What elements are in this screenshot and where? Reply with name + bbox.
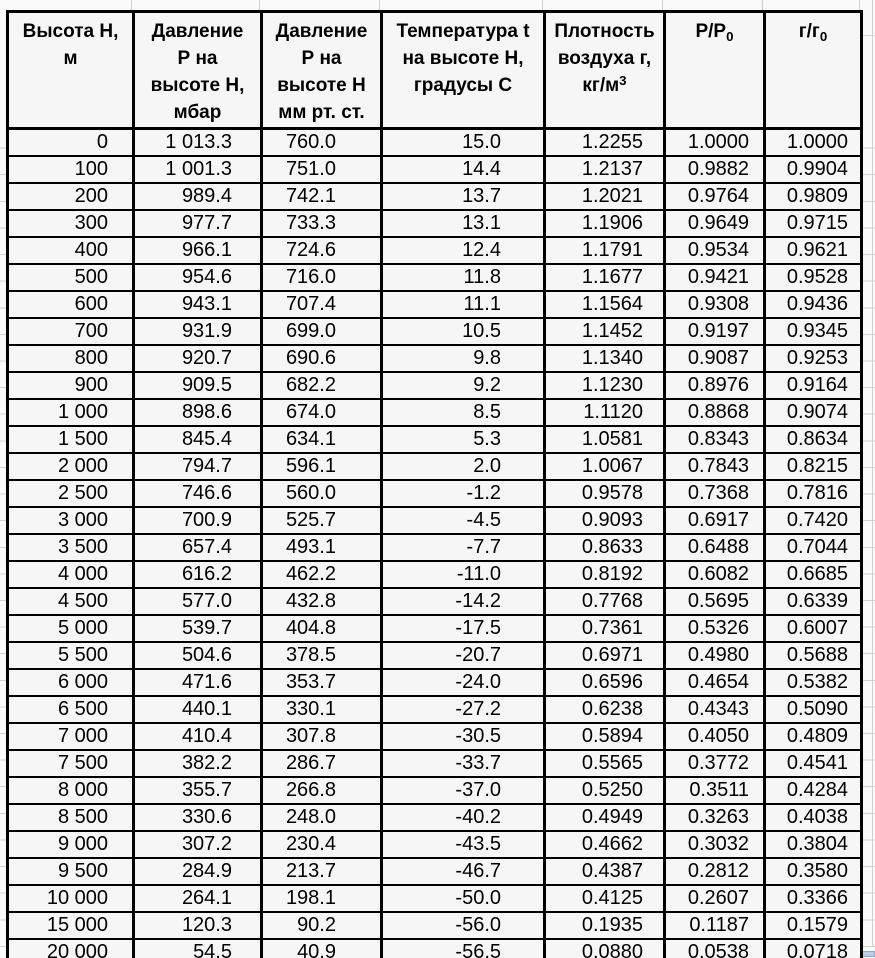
table-cell[interactable]: 0.8192 [545, 561, 665, 588]
table-cell[interactable]: 3 000 [8, 507, 134, 534]
table-cell[interactable]: 0.2812 [665, 858, 765, 885]
table-cell[interactable]: 11.8 [382, 264, 545, 291]
table-cell[interactable]: 500 [8, 264, 134, 291]
table-cell[interactable]: 577.0 [134, 588, 262, 615]
table-cell[interactable]: -46.7 [382, 858, 545, 885]
table-cell[interactable]: 0.5326 [665, 615, 765, 642]
gridline [131, 0, 132, 10]
header-line: мм рт. ст. [278, 102, 365, 123]
table-cell[interactable]: 284.9 [134, 858, 262, 885]
table-cell[interactable]: 0.9421 [665, 264, 765, 291]
table-cell[interactable]: 440.1 [134, 696, 262, 723]
header-line: мбар [173, 102, 222, 123]
table-cell[interactable]: 539.7 [134, 615, 262, 642]
table-cell[interactable]: 0.3263 [665, 804, 765, 831]
table-cell[interactable]: 0.7843 [665, 453, 765, 480]
table-cell[interactable]: 0.9534 [665, 237, 765, 264]
table-cell[interactable]: 0.6917 [665, 507, 765, 534]
gridline [762, 0, 763, 10]
table-cell[interactable]: 845.4 [134, 426, 262, 453]
table-cell[interactable]: 2.0 [382, 453, 545, 480]
table-cell[interactable]: -27.2 [382, 696, 545, 723]
column-header-height[interactable] [8, 12, 134, 129]
table-cell[interactable]: 0.2607 [665, 885, 765, 912]
table-cell[interactable]: 1 000 [8, 399, 134, 426]
table-cell[interactable]: 8 500 [8, 804, 134, 831]
table-cell[interactable]: 266.8 [262, 777, 382, 804]
table-cell[interactable]: 707.4 [262, 291, 382, 318]
table-cell[interactable]: 0.7368 [665, 480, 765, 507]
table-cell[interactable]: 0 [8, 129, 134, 157]
table-cell[interactable]: 0.4125 [545, 885, 665, 912]
table-cell[interactable]: 0.4980 [665, 642, 765, 669]
table-cell[interactable]: 307.8 [262, 723, 382, 750]
table-cell[interactable]: 12.4 [382, 237, 545, 264]
table-cell[interactable]: 0.8976 [665, 372, 765, 399]
table-cell[interactable]: 40.9 [262, 939, 382, 958]
table-cell[interactable]: -43.5 [382, 831, 545, 858]
table-cell[interactable]: 0.5688 [765, 642, 862, 669]
table-cell[interactable]: 0.3511 [665, 777, 765, 804]
table-cell[interactable]: 248.0 [262, 804, 382, 831]
table-cell[interactable]: 15 000 [8, 912, 134, 939]
table-cell[interactable]: 0.9649 [665, 210, 765, 237]
table-row [8, 885, 862, 912]
table-cell[interactable]: 0.0718 [765, 939, 862, 958]
header-line: Р на [177, 48, 218, 69]
table-cell[interactable]: 751.0 [262, 156, 382, 183]
table-cell[interactable]: 300 [8, 210, 134, 237]
table-cell[interactable]: 0.9809 [765, 183, 862, 210]
table-cell[interactable]: 4 000 [8, 561, 134, 588]
table-cell[interactable]: 1.1452 [545, 318, 665, 345]
table-cell[interactable]: 1.1564 [545, 291, 665, 318]
table-cell[interactable]: 1.1677 [545, 264, 665, 291]
hscrollbar-fragment[interactable] [862, 951, 875, 957]
table-row [8, 912, 862, 939]
table-cell[interactable]: 14.4 [382, 156, 545, 183]
table-body [8, 129, 862, 958]
table-cell[interactable]: 462.2 [262, 561, 382, 588]
table-cell[interactable]: 0.4050 [665, 723, 765, 750]
table-cell[interactable]: 0.7420 [765, 507, 862, 534]
table-cell[interactable]: 800 [8, 345, 134, 372]
table-cell[interactable]: -56.5 [382, 939, 545, 958]
table-row [8, 291, 862, 318]
header-line: м [63, 48, 78, 69]
table-cell[interactable]: -14.2 [382, 588, 545, 615]
column-header-temperature[interactable] [382, 12, 545, 129]
table-cell[interactable]: 8.5 [382, 399, 545, 426]
table-cell[interactable]: 5.3 [382, 426, 545, 453]
table-row [8, 588, 862, 615]
table-cell[interactable]: 909.5 [134, 372, 262, 399]
table-row [8, 777, 862, 804]
table-row [8, 345, 862, 372]
table-header [8, 12, 862, 129]
table-cell[interactable]: 920.7 [134, 345, 262, 372]
table-cell[interactable]: 7 000 [8, 723, 134, 750]
table-cell[interactable]: 1.2021 [545, 183, 665, 210]
gridline [379, 0, 380, 10]
table-cell[interactable]: 746.6 [134, 480, 262, 507]
table-cell[interactable]: 0.7361 [545, 615, 665, 642]
table-cell[interactable]: 13.1 [382, 210, 545, 237]
table-cell[interactable]: 674.0 [262, 399, 382, 426]
table-row [8, 129, 862, 157]
table-row [8, 696, 862, 723]
table-cell[interactable]: 733.3 [262, 210, 382, 237]
table-cell[interactable]: 8 000 [8, 777, 134, 804]
header-line: Высота Н, [22, 21, 119, 42]
table-row [8, 939, 862, 958]
table-cell[interactable]: 382.2 [134, 750, 262, 777]
table-cell[interactable]: 0.9253 [765, 345, 862, 372]
table-cell[interactable]: 3 500 [8, 534, 134, 561]
table-cell[interactable]: 724.6 [262, 237, 382, 264]
table-cell[interactable]: 0.4949 [545, 804, 665, 831]
table-cell[interactable]: 1 013.3 [134, 129, 262, 157]
table-cell[interactable]: 5 000 [8, 615, 134, 642]
column-header-pressure-mmhg[interactable] [262, 12, 382, 129]
table-cell[interactable]: 471.6 [134, 669, 262, 696]
table-cell[interactable]: 493.1 [262, 534, 382, 561]
table-cell[interactable]: 0.4284 [765, 777, 862, 804]
table-cell[interactable]: 400 [8, 237, 134, 264]
table-row [8, 723, 862, 750]
table-cell[interactable]: 2 500 [8, 480, 134, 507]
table-row [8, 426, 862, 453]
table-cell[interactable]: 977.7 [134, 210, 262, 237]
table-cell[interactable]: 0.9715 [765, 210, 862, 237]
table-row [8, 210, 862, 237]
table-cell[interactable]: 0.3772 [665, 750, 765, 777]
table-cell[interactable]: 900 [8, 372, 134, 399]
table-cell[interactable]: 0.8343 [665, 426, 765, 453]
table-cell[interactable]: -7.7 [382, 534, 545, 561]
table-row [8, 264, 862, 291]
gridline [662, 0, 663, 10]
table-cell[interactable]: 989.4 [134, 183, 262, 210]
table-cell[interactable]: 4 500 [8, 588, 134, 615]
column-header-pressure-ratio[interactable] [665, 12, 765, 129]
table-cell[interactable]: 0.3032 [665, 831, 765, 858]
table-row [8, 669, 862, 696]
table-cell[interactable]: 1.0000 [765, 129, 862, 157]
table-cell[interactable]: 525.7 [262, 507, 382, 534]
gridline [859, 0, 860, 10]
table-cell[interactable]: -20.7 [382, 642, 545, 669]
column-header-pressure-mbar[interactable] [134, 12, 262, 129]
table-row [8, 318, 862, 345]
header-line: Температура t [396, 21, 530, 42]
table-cell[interactable]: 11.1 [382, 291, 545, 318]
table-cell[interactable]: 1.0000 [665, 129, 765, 157]
table-cell[interactable]: 20 000 [8, 939, 134, 958]
table-cell[interactable]: 1.1340 [545, 345, 665, 372]
table-cell[interactable]: 0.7044 [765, 534, 862, 561]
table-cell[interactable]: 0.9093 [545, 507, 665, 534]
table-cell[interactable]: 330.6 [134, 804, 262, 831]
table-cell[interactable]: 15.0 [382, 129, 545, 157]
table-cell[interactable]: 0.6339 [765, 588, 862, 615]
column-header-density[interactable] [545, 12, 665, 129]
table-cell[interactable]: 1.1906 [545, 210, 665, 237]
table-cell[interactable]: 9.8 [382, 345, 545, 372]
table-row [8, 453, 862, 480]
table-cell[interactable]: 330.1 [262, 696, 382, 723]
header-line: воздуха г, [557, 48, 652, 69]
table-cell[interactable]: 0.6488 [665, 534, 765, 561]
table-cell[interactable]: 898.6 [134, 399, 262, 426]
table-cell[interactable]: -56.0 [382, 912, 545, 939]
header-line: Плотность [554, 21, 655, 42]
table-cell[interactable]: 0.4809 [765, 723, 862, 750]
table-cell[interactable]: 742.1 [262, 183, 382, 210]
header-line: Давление [151, 21, 244, 42]
table-cell[interactable]: 100 [8, 156, 134, 183]
table-cell[interactable]: 504.6 [134, 642, 262, 669]
table-cell[interactable]: 0.6007 [765, 615, 862, 642]
table-row [8, 804, 862, 831]
gridline [542, 0, 543, 10]
table-cell[interactable]: 0.9764 [665, 183, 765, 210]
table-cell[interactable]: 0.3366 [765, 885, 862, 912]
header-line: $кг/м^3$ [582, 73, 627, 96]
table-cell[interactable]: 5 500 [8, 642, 134, 669]
table-cell[interactable]: 0.5250 [545, 777, 665, 804]
table-cell[interactable]: 0.4662 [545, 831, 665, 858]
header-line: $г/г_0$ [798, 21, 828, 44]
table-cell[interactable]: 0.9087 [665, 345, 765, 372]
header-line: $Р/Р_0$ [695, 21, 734, 44]
table-cell[interactable]: 6 500 [8, 696, 134, 723]
table-cell[interactable]: 0.4387 [545, 858, 665, 885]
table-cell[interactable]: 9 500 [8, 858, 134, 885]
table-row [8, 372, 862, 399]
table-cell[interactable]: 0.4654 [665, 669, 765, 696]
header-line: градусы С [413, 75, 513, 96]
table-cell[interactable]: 0.7768 [545, 588, 665, 615]
table-cell[interactable]: 700.9 [134, 507, 262, 534]
table-cell[interactable]: 0.8868 [665, 399, 765, 426]
table-cell[interactable]: 600 [8, 291, 134, 318]
table-cell[interactable]: 0.1579 [765, 912, 862, 939]
table-cell[interactable]: 1.2137 [545, 156, 665, 183]
table-cell[interactable]: 90.2 [262, 912, 382, 939]
table-cell[interactable]: 286.7 [262, 750, 382, 777]
table-cell[interactable]: 2 000 [8, 453, 134, 480]
table-cell[interactable]: 432.8 [262, 588, 382, 615]
table-cell[interactable]: 1.0067 [545, 453, 665, 480]
table-cell[interactable]: 0.8215 [765, 453, 862, 480]
header-line: Давление [275, 21, 368, 42]
table-cell[interactable]: 54.5 [134, 939, 262, 958]
table-cell[interactable]: -1.2 [382, 480, 545, 507]
table-cell[interactable]: -40.2 [382, 804, 545, 831]
table-cell[interactable]: 410.4 [134, 723, 262, 750]
table-cell[interactable]: 760.0 [262, 129, 382, 157]
table-cell[interactable]: 9.2 [382, 372, 545, 399]
table-cell[interactable]: 7 500 [8, 750, 134, 777]
table-cell[interactable]: 954.6 [134, 264, 262, 291]
table-cell[interactable]: 943.1 [134, 291, 262, 318]
table-cell[interactable]: 0.6685 [765, 561, 862, 588]
table-cell[interactable]: 616.2 [134, 561, 262, 588]
header-line: Р на [301, 48, 342, 69]
table-cell[interactable]: 0.9578 [545, 480, 665, 507]
table-row [8, 750, 862, 777]
gridlines-right-margin [861, 122, 875, 947]
table-cell[interactable]: 10 000 [8, 885, 134, 912]
table-cell[interactable]: 0.4038 [765, 804, 862, 831]
table-cell[interactable]: 1.1791 [545, 237, 665, 264]
table-cell[interactable]: -33.7 [382, 750, 545, 777]
table-cell[interactable]: 0.5565 [545, 750, 665, 777]
table-cell[interactable]: 0.6238 [545, 696, 665, 723]
table-cell[interactable]: 560.0 [262, 480, 382, 507]
table-cell[interactable]: 0.9074 [765, 399, 862, 426]
table-cell[interactable]: 596.1 [262, 453, 382, 480]
table-cell[interactable]: 682.2 [262, 372, 382, 399]
table-cell[interactable]: 966.1 [134, 237, 262, 264]
table-cell[interactable]: 0.6971 [545, 642, 665, 669]
table-row [8, 507, 862, 534]
table-cell[interactable]: -37.0 [382, 777, 545, 804]
table-row [8, 561, 862, 588]
table-cell[interactable]: 0.9164 [765, 372, 862, 399]
table-cell[interactable]: 0.1187 [665, 912, 765, 939]
table-cell[interactable]: 198.1 [262, 885, 382, 912]
table-cell[interactable]: 0.0538 [665, 939, 765, 958]
table-cell[interactable]: 264.1 [134, 885, 262, 912]
gridline [861, 35, 875, 36]
table-cell[interactable]: 0.9436 [765, 291, 862, 318]
table-cell[interactable]: 1.2255 [545, 129, 665, 157]
header-line: на высоте Н, [402, 48, 524, 69]
table-cell[interactable]: 200 [8, 183, 134, 210]
table-cell[interactable]: 1 001.3 [134, 156, 262, 183]
table-cell[interactable]: 657.4 [134, 534, 262, 561]
table-cell[interactable]: 1.1120 [545, 399, 665, 426]
table-cell[interactable]: 0.8633 [545, 534, 665, 561]
table-cell[interactable]: 0.9882 [665, 156, 765, 183]
table-cell[interactable]: 0.3804 [765, 831, 862, 858]
atmosphere-table [6, 10, 863, 958]
table-cell[interactable]: 0.9308 [665, 291, 765, 318]
table-cell[interactable]: 230.4 [262, 831, 382, 858]
table-cell[interactable]: 13.7 [382, 183, 545, 210]
table-cell[interactable]: 9 000 [8, 831, 134, 858]
table-cell[interactable]: 0.3580 [765, 858, 862, 885]
table-cell[interactable]: 0.6596 [545, 669, 665, 696]
table-cell[interactable]: 0.5894 [545, 723, 665, 750]
table-cell[interactable]: 213.7 [262, 858, 382, 885]
table-cell[interactable]: -30.5 [382, 723, 545, 750]
gridline [259, 0, 260, 10]
table-cell[interactable]: 0.6082 [665, 561, 765, 588]
table-cell[interactable]: 355.7 [134, 777, 262, 804]
header-row [8, 12, 862, 129]
table-cell[interactable]: 0.9621 [765, 237, 862, 264]
table-cell[interactable]: 1 500 [8, 426, 134, 453]
table-cell[interactable]: -17.5 [382, 615, 545, 642]
table-row [8, 399, 862, 426]
header-line: высоте Н [277, 75, 366, 96]
table-cell[interactable]: -4.5 [382, 507, 545, 534]
table-cell[interactable]: 0.9904 [765, 156, 862, 183]
table-cell[interactable]: 307.2 [134, 831, 262, 858]
table-cell[interactable]: 0.9197 [665, 318, 765, 345]
table-cell[interactable]: 1.0581 [545, 426, 665, 453]
table-row [8, 642, 862, 669]
table-row [8, 615, 862, 642]
table-row [8, 156, 862, 183]
table-cell[interactable]: 0.5382 [765, 669, 862, 696]
table-row [8, 237, 862, 264]
table-cell[interactable]: -11.0 [382, 561, 545, 588]
table-cell[interactable]: 931.9 [134, 318, 262, 345]
table-cell[interactable]: 404.8 [262, 615, 382, 642]
table-row [8, 480, 862, 507]
table-row [8, 831, 862, 858]
column-header-density-ratio[interactable] [765, 12, 862, 129]
table-cell[interactable]: 0.5090 [765, 696, 862, 723]
table-row [8, 858, 862, 885]
table-cell[interactable]: 0.8634 [765, 426, 862, 453]
table-cell[interactable]: 0.9528 [765, 264, 862, 291]
table-cell[interactable]: 1.1230 [545, 372, 665, 399]
table-cell[interactable]: 0.0880 [545, 939, 665, 958]
table-cell[interactable]: 353.7 [262, 669, 382, 696]
header-line: высоте Н, [150, 75, 245, 96]
table-cell[interactable]: -50.0 [382, 885, 545, 912]
table-cell[interactable]: 0.9345 [765, 318, 862, 345]
table-cell[interactable]: 634.1 [262, 426, 382, 453]
table-cell[interactable]: 0.7816 [765, 480, 862, 507]
table-cell[interactable]: 6 000 [8, 669, 134, 696]
table-row [8, 183, 862, 210]
table-cell[interactable]: 0.1935 [545, 912, 665, 939]
table-cell[interactable]: -24.0 [382, 669, 545, 696]
table-cell[interactable]: 716.0 [262, 264, 382, 291]
table-cell[interactable]: 690.6 [262, 345, 382, 372]
table-cell[interactable]: 0.5695 [665, 588, 765, 615]
table-cell[interactable]: 378.5 [262, 642, 382, 669]
table-cell[interactable]: 699.0 [262, 318, 382, 345]
table-cell[interactable]: 700 [8, 318, 134, 345]
table-row [8, 534, 862, 561]
table-cell[interactable]: 0.4541 [765, 750, 862, 777]
table-cell[interactable]: 120.3 [134, 912, 262, 939]
table-cell[interactable]: 0.4343 [665, 696, 765, 723]
table-cell[interactable]: 10.5 [382, 318, 545, 345]
table-cell[interactable]: 794.7 [134, 453, 262, 480]
